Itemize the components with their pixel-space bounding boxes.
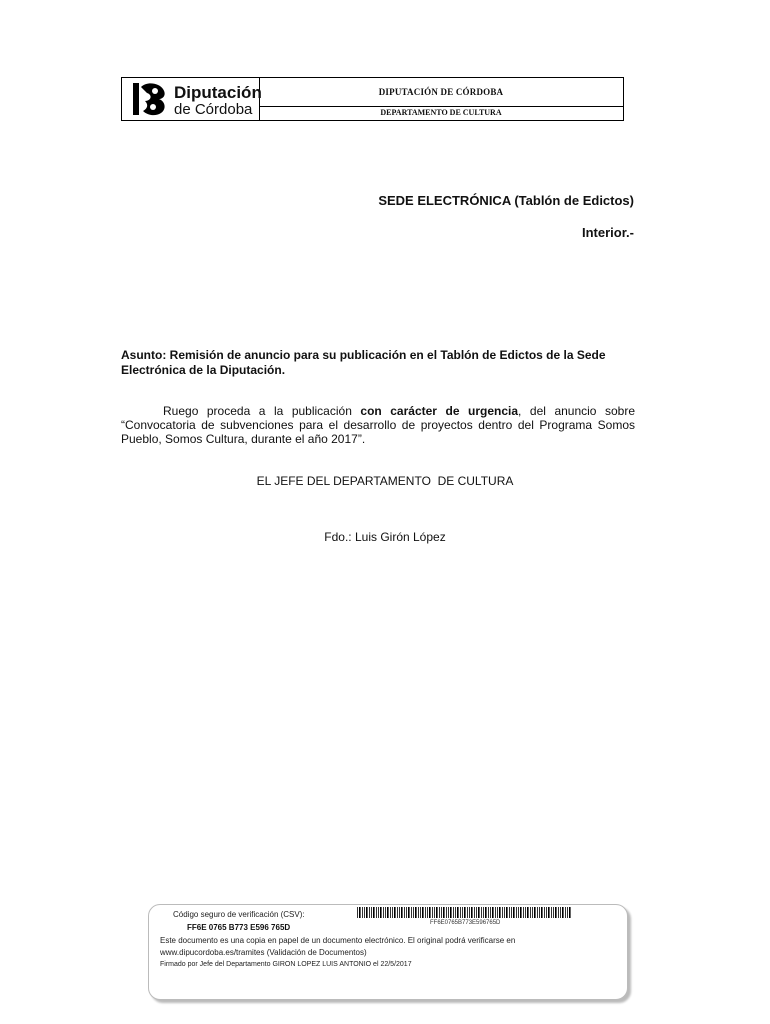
barcode-bar [362,907,363,918]
recipient-subtitle: Interior.- [581,225,634,240]
org-name: DIPUTACIÓN DE CÓRDOBA [259,78,623,107]
barcode-bar [448,907,449,918]
barcode-bar [446,907,447,918]
barcode-bar [392,907,393,918]
barcode-bar [569,907,571,918]
logo-text-line2: de Córdoba [174,101,253,118]
barcode-bar [469,907,470,918]
barcode-bar [420,907,421,918]
barcode-bar [485,907,487,918]
barcode-bar [544,907,545,918]
body-part1: Ruego proceda a la publicación [163,404,361,418]
barcode-bar [422,907,424,918]
barcode-bar [481,907,482,918]
barcode-bar [476,907,477,918]
signer-role: EL JEFE DEL DEPARTAMENTO DE CULTURA [256,474,514,488]
barcode-bar [551,907,552,918]
barcode-bar [471,907,473,918]
barcode-bar [495,907,496,918]
barcode-bar [492,907,494,918]
verification-note-line1: Este documento es una copia en papel de un documento electrónico. El original podrá verificarse en [160,936,516,945]
barcode-bar [425,907,426,918]
barcode-bar [502,907,503,918]
barcode-bar [520,907,522,918]
barcode-bar [525,907,526,918]
csv-label: Código seguro de verificación (CSV): [173,910,305,919]
barcode-bar [364,907,365,918]
barcode-bar [488,907,489,918]
barcode-bar [462,907,463,918]
body-part2: , del anuncio sobre “Convocatoria de subvenciones para el desarrollo de proyectos dentro del Programa Somos Pueblo, Somos Cultura, durante el año 2017”. [121,404,636,446]
barcode-bar [467,907,468,918]
barcode [357,907,573,918]
barcode-bar [513,907,515,918]
signature-note: Firmado por Jefe del Departamento GIRON LOPEZ LUIS ANTONIO el 22/5/2017 [160,961,412,968]
barcode-bar [504,907,505,918]
body-paragraph [121,404,635,446]
barcode-bar [516,907,517,918]
barcode-bar [436,907,438,918]
barcode-bar [385,907,386,918]
barcode-bar [371,907,372,918]
barcode-bar [418,907,419,918]
barcode-bar [380,907,382,918]
department-name: DEPARTAMENTO DE CULTURA [380,108,502,117]
barcode-bar [415,907,417,918]
letterhead [121,77,624,121]
barcode-bar [478,907,480,918]
diputacion-logo-icon [129,81,169,117]
barcode-bar [387,907,389,918]
barcode-bar [464,907,466,918]
barcode-bar [439,907,440,918]
barcode-bar [450,907,452,918]
barcode-bar [555,907,557,918]
barcode-bar [397,907,398,918]
barcode-bar [408,907,410,918]
barcode-bar [460,907,461,918]
barcode-bar [401,907,403,918]
barcode-bar [429,907,431,918]
barcode-bar [546,907,547,918]
barcode-bar [537,907,538,918]
barcode-bar [534,907,536,918]
barcode-bar [562,907,564,918]
barcode-bar [523,907,524,918]
barcode-bar [474,907,475,918]
barcode-bar [390,907,391,918]
barcode-bar [560,907,561,918]
barcode-bar [383,907,384,918]
barcode-bar [511,907,512,918]
barcode-bar [539,907,540,918]
barcode-bar [406,907,407,918]
barcode-bar [359,907,361,918]
barcode-bar [411,907,412,918]
barcode-bar [497,907,498,918]
barcode-bar [490,907,491,918]
barcode-bar [455,907,456,918]
barcode-bar [443,907,445,918]
barcode-bar [558,907,559,918]
barcode-bar [553,907,554,918]
barcode-bar [506,907,508,918]
barcode-bar [483,907,484,918]
recipient-title: SEDE ELECTRÓNICA (Tablón de Edictos) [378,193,634,208]
barcode-bar [394,907,396,918]
barcode-bar [413,907,414,918]
signer-name: Fdo.: Luis Girón López [324,530,446,544]
barcode-bar [376,907,377,918]
logo [122,78,260,120]
barcode-text: FF6E0765B773E596765D [430,920,501,926]
barcode-bar [357,907,358,918]
logo-text-line1: Diputación [174,83,262,102]
barcode-bar [399,907,400,918]
barcode-bar [373,907,375,918]
barcode-bar [378,907,379,918]
barcode-bar [404,907,405,918]
barcode-bar [369,907,370,918]
barcode-bar [457,907,459,918]
barcode-bar [432,907,433,918]
barcode-bar [366,907,368,918]
subject: Asunto: Remisión de anuncio para su publicación en el Tablón de Edictos de la Sede Electrónica de la Diputación. [121,348,606,377]
barcode-bar [509,907,510,918]
barcode-bar [541,907,543,918]
barcode-bar [548,907,550,918]
verification-note-line2: www.dipucordoba.es/tramites (Validación de Documentos) [160,948,367,957]
barcode-bar [441,907,442,918]
body-emphasis: con carácter de urgencia [360,404,519,418]
barcode-bar [499,907,501,918]
csv-code: FF6E 0765 B773 E596 765D [187,923,291,932]
barcode-bar [565,907,566,918]
barcode-bar [567,907,568,918]
barcode-bar [527,907,529,918]
barcode-bar [518,907,519,918]
barcode-bar [427,907,428,918]
barcode-bar [434,907,435,918]
barcode-bar [453,907,454,918]
barcode-bar [532,907,533,918]
barcode-bar [530,907,531,918]
